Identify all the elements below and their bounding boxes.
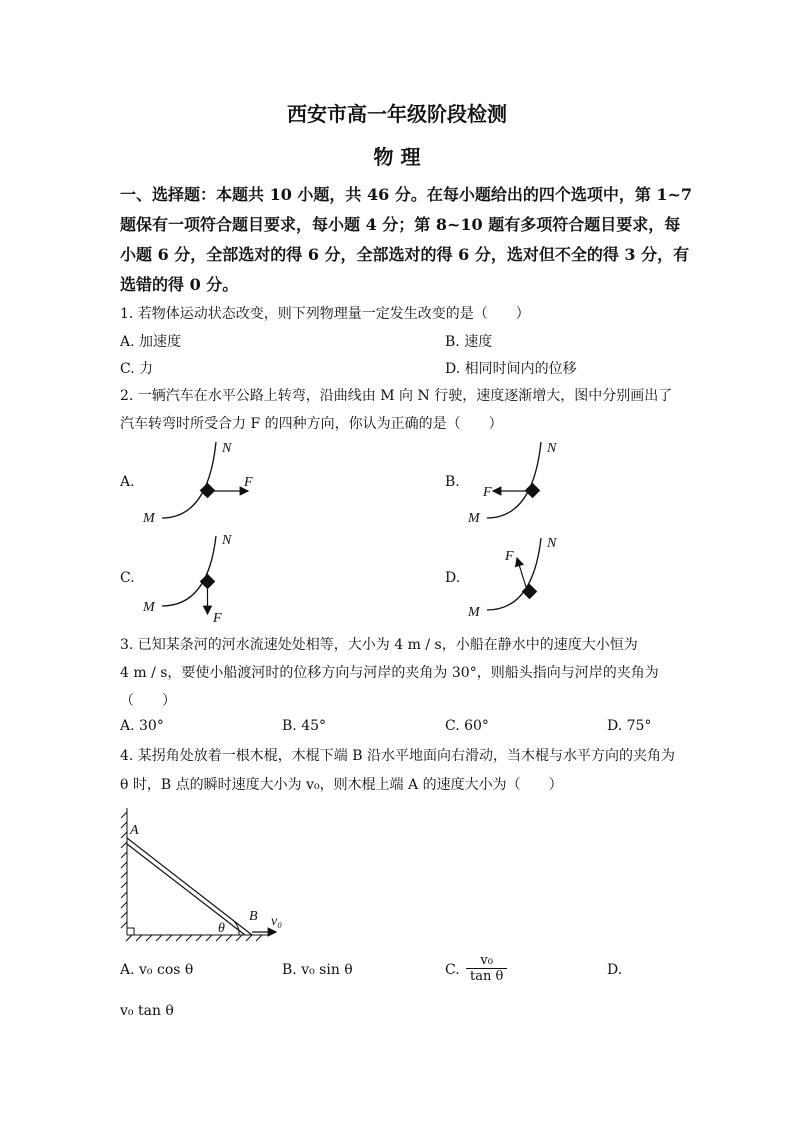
q3-option-a: A. 30°	[120, 718, 164, 734]
q1-option-b: B. 速度	[445, 334, 493, 350]
label-f: F	[213, 611, 222, 626]
section-instructions-line-2: 题保有一项符合题目要求，每小题 4 分；第 8~10 题有多项符合题目要求，每	[120, 215, 681, 234]
q1-option-a: A. 加速度	[120, 334, 182, 350]
q3-option-d: D. 75°	[607, 718, 652, 734]
q4-option-d-label: D.	[607, 962, 623, 978]
section-instructions-line-4: 选错的得 0 分。	[120, 275, 239, 294]
section-instructions-line-3: 小题 6 分，全部选对的得 6 分，全部选对的得 6 分，选对但不全的得 3 分，有	[120, 245, 690, 264]
rod	[127, 838, 252, 935]
q2-stem-line-1: 2. 一辆汽车在水平公路上转弯，沿曲线由 M 向 N 行驶，速度逐渐增大，图中分别画出了	[120, 388, 673, 404]
car-block	[525, 483, 541, 499]
curve	[487, 442, 541, 518]
car-block	[522, 584, 538, 600]
q2-figure-a	[140, 440, 270, 530]
q2-option-c-label: C.	[120, 570, 135, 586]
q2-option-d-label: D.	[445, 570, 461, 586]
label-n: N	[547, 441, 557, 456]
q2-figure-b	[465, 440, 595, 530]
q3-option-c: C. 60°	[445, 718, 489, 734]
label-a: A	[130, 823, 139, 838]
q4-stem-line-2: θ 时，B 点的瞬时速度大小为 v₀，则木棍上端 A 的速度大小为（ ）	[120, 777, 563, 793]
q2-stem-line-2: 汽车转弯时所受合力 F 的四种方向，你认为正确的是（ ）	[120, 416, 503, 432]
label-m: M	[143, 511, 155, 526]
label-theta: θ	[218, 921, 225, 936]
label-n: N	[222, 533, 232, 548]
q4-figure-ladder	[118, 804, 298, 944]
wall-hatch	[121, 808, 127, 935]
q3-stem-line-2: 4 m / s，要使小船渡河时的位移方向与河岸的夹角为 30°，则船头指向与河岸的夹角为	[120, 665, 659, 681]
q4-option-c-fraction	[466, 953, 507, 984]
label-f: F	[505, 549, 514, 564]
q2-option-b-label: B.	[445, 474, 460, 490]
section-instructions-line-1: 一、选择题：本题共 10 小题，共 46 分。在每小题给出的四个选项中，第 1~7	[120, 185, 693, 204]
q3-stem-line-3: （ ）	[120, 693, 176, 709]
label-m: M	[468, 605, 480, 620]
label-m: M	[468, 511, 480, 526]
q1-option-d: D. 相同时间内的位移	[445, 361, 577, 377]
q4-option-b: B. v₀ sin θ	[282, 962, 353, 978]
q2-figure-c	[140, 534, 270, 629]
label-m: M	[143, 600, 155, 615]
label-b: B	[249, 909, 258, 924]
floor-hatch	[126, 935, 268, 941]
q4-stem-line-1: 4. 某拐角处放着一根木棍，木棍下端 B 沿水平地面向右滑动，当木棍与水平方向的夹角为	[120, 748, 675, 764]
car-block	[200, 574, 216, 590]
label-v0: v₀	[271, 914, 283, 929]
fraction-numerator: v₀	[466, 953, 507, 969]
q1-stem: 1. 若物体运动状态改变，则下列物理量一定发生改变的是（ ）	[120, 306, 530, 322]
q4-option-c-label: C.	[445, 962, 460, 978]
fraction-denominator: tan θ	[470, 969, 504, 984]
label-n: N	[547, 536, 557, 551]
label-f: F	[483, 485, 492, 500]
right-angle-mark	[127, 928, 134, 935]
q4-option-a: A. v₀ cos θ	[120, 962, 194, 978]
q2-figure-d	[465, 534, 595, 629]
force-arrow	[517, 558, 526, 587]
q3-option-b: B. 45°	[282, 718, 327, 734]
curve	[162, 442, 216, 518]
rod-edge	[127, 844, 245, 935]
q2-option-a-label: A.	[120, 474, 135, 490]
label-f: F	[244, 475, 253, 490]
subject-title: 物 理	[373, 145, 421, 169]
page-title: 西安市高一年级阶段检测	[287, 102, 507, 126]
label-n: N	[222, 441, 232, 456]
q1-option-c: C. 力	[120, 361, 154, 377]
q4-option-d-value: v₀ tan θ	[120, 1003, 174, 1019]
q3-stem-line-1: 3. 已知某条河的河水流速处处相等，大小为 4 m / s，小船在静水中的速度大小恒为	[120, 637, 638, 653]
curve	[487, 538, 541, 610]
